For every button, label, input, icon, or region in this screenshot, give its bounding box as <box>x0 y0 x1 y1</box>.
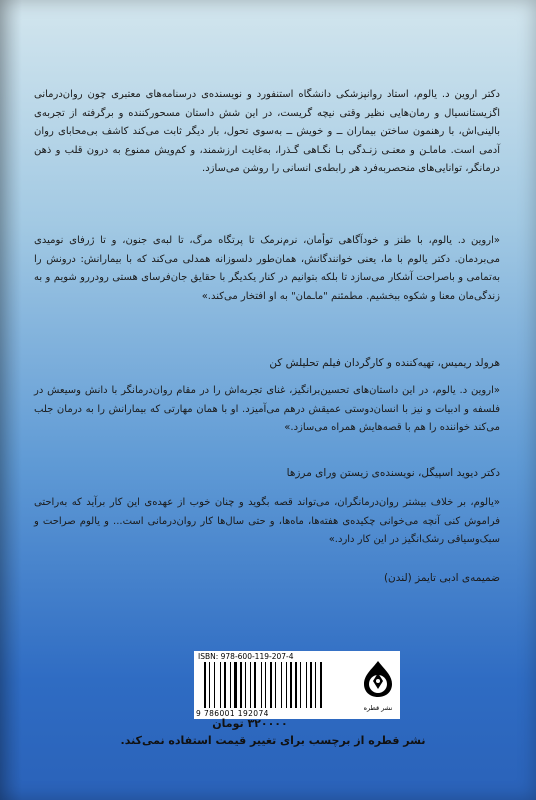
barcode-bar <box>275 662 276 708</box>
barcode-bar <box>245 662 246 708</box>
quote-tls: «یالوم، بر خلاف بیشتر روان‌درمانگران، می‌تواند قصه بگوید و چنان خوب از عهده‌ی این کار برآید که به‌راحتی فراموش کنی آنچه می‌خوانی چکیده‌ی هفته‌ها، ماه‌ها، و حتی سال‌ها کار روان‌درمانی است... و یالوم صراحت و سبک‌وسیاقی رشک‌انگیز در این کار دارد.» <box>34 497 500 546</box>
price-notice: نشر قطره از برچسب برای تغییر قیمت استفاده نمی‌کند. <box>120 734 426 747</box>
price: ۳۲۰۰۰۰ تومان <box>212 717 288 730</box>
barcode <box>204 662 356 708</box>
quote-spiegel-attribution: دکتر دیوید اسپیگل، نویسنده‌ی زیستن ورای مرزها <box>286 467 500 479</box>
barcode-bar <box>224 662 226 708</box>
barcode-bar <box>254 662 256 708</box>
publisher-logo-label: نشر قطره <box>363 704 393 712</box>
publisher-logo <box>360 659 396 711</box>
barcode-bar <box>300 662 301 708</box>
barcode-bar <box>295 662 297 708</box>
barcode-bar <box>234 662 237 708</box>
barcode-bar <box>250 662 251 708</box>
barcode-digits: 9 786001 192074 <box>196 709 269 718</box>
barcode-bar <box>230 662 231 708</box>
barcode-bar <box>204 662 206 708</box>
quote-tls-attribution: ضمیمه‌ی ادبی تایمز (لندن) <box>383 572 500 584</box>
quote-spiegel: «اروین د. یالوم، در این داستان‌های تحسین‌برانگیز، غنای تجربه‌اش را در مقام روان‌درمانگر با دانش وسیعش در فلسفه و ادبیات و نیز با انسان‌دوستی عمیقش درهم می‌آمیزد. او با همان مهارتی که بیمارانش را به درمان جلب می‌کند خواننده را هم با قصه‌هایش همراه می‌سازد.» <box>34 385 500 434</box>
barcode-bar <box>320 662 322 708</box>
barcode-bar <box>261 662 262 708</box>
quote-ramis-attribution: هرولد ریمیس، تهیه‌کننده و کارگردان فیلم تحلیلش کن <box>269 357 500 369</box>
barcode-bar <box>214 662 215 708</box>
barcode-bar <box>281 662 282 708</box>
barcode-label <box>194 651 400 719</box>
barcode-bar <box>306 662 307 708</box>
isbn-text: ISBN: 978-600-119-207-4 <box>198 652 294 661</box>
barcode-bar <box>265 662 266 708</box>
spine-shadow <box>0 0 22 800</box>
intro-paragraph: دکتر اروین د. یالوم، استاد روانپزشکی دانشگاه استنفورد و نویسنده‌ی درسنامه‌های معتبری چون روان‌درمانی اگزیستانسیال و رمان‌هایی نظیر وقتی نیچه گریست، در این شش داستان مسحورکننده و برگرفته از تجربه‌ی بالینی‌اش، با رهنمون ساختن بیماران ــ و خویش ــ به‌سوی تحول، بار دیگر ثابت می‌کند کاشف بی‌محابای روان آدمی است. ماماـن و معنـی زنـدگی بـا نگـاهی گـذرا، به‌غایت ارزشمند، و کم‌ویش ممنوع به درون قلب و ذهن درمانگر، توانایی‌های منحصربه‌فرد هر رابطه‌ی انسانی را روشن می‌سازد. <box>34 89 500 175</box>
publisher-logo-icon <box>360 659 396 699</box>
barcode-bar <box>270 662 272 708</box>
barcode-bar <box>286 662 287 708</box>
barcode-bar <box>220 662 221 708</box>
barcode-bar <box>290 662 292 708</box>
barcode-bar <box>315 662 316 708</box>
barcode-bar <box>209 662 210 708</box>
barcode-bar <box>310 662 312 708</box>
barcode-bar <box>240 662 242 708</box>
quote-ramis: «اروین د. یالوم، با طنز و خودآگاهی توأمان، نرم‌نرمک تا پرتگاه مرگ، تا لبه‌ی جنون، و تا ژرفای نومیدی می‌بردمان. دکتر یالوم با ما، یعنی خوانندگانش، همان‌طور دلسوزانه همدلی می‌کند که با بیمارانش: درونش را به‌تمامی و باصراحت آشکار می‌سازد تا بلکه بتوانیم در کنار یکدیگر با حقایق جان‌فرسای هستی رودررو شویم و به زندگی‌مان معنا و شکوه ببخشیم. مطمئنم "ماـمان" به او افتخار می‌کند.» <box>34 235 500 302</box>
